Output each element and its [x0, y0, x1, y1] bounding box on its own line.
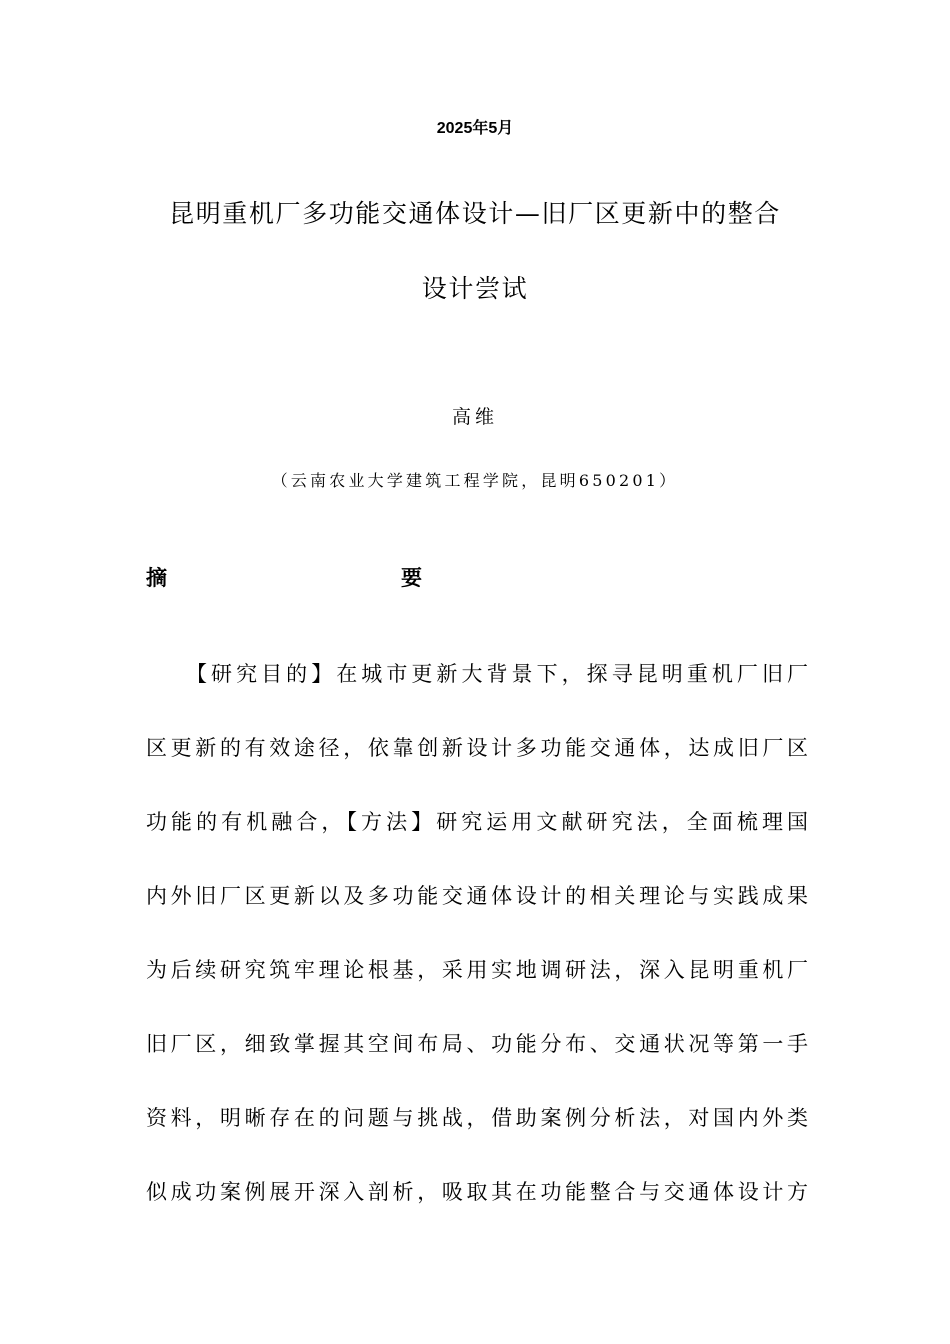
abstract-heading-char-1: 摘	[146, 566, 167, 590]
publication-date: 2025年5月	[436, 120, 514, 137]
abstract-body	[146, 656, 808, 1248]
abstract-heading	[146, 563, 422, 593]
abstract-line: 似成功案例展开深入剖析，吸取其在功能整合与交通体设计方	[146, 1180, 808, 1204]
author-affiliation: （云南农业大学建筑工程学院，昆明650201）	[271, 471, 679, 490]
abstract-line: 为后续研究筑牢理论根基，采用实地调研法，深入昆明重机厂	[146, 958, 808, 982]
abstract-line: 【研究目的】在城市更新大背景下，探寻昆明重机厂旧厂	[186, 662, 808, 686]
abstract-line: 旧厂区，细致掌握其空间布局、功能分布、交通状况等第一手	[146, 1032, 808, 1056]
author-name: 高维	[451, 406, 498, 428]
abstract-line: 资料，明晰存在的问题与挑战，借助案例分析法，对国内外类	[146, 1106, 808, 1130]
title-line-1: 昆明重机厂多功能交通体设计—旧厂区更新中的整合	[169, 199, 781, 228]
abstract-line: 内外旧厂区更新以及多功能交通体设计的相关理论与实践成果	[146, 884, 808, 908]
abstract-heading-char-2: 要	[401, 566, 422, 590]
title-line-2: 设计尝试	[421, 274, 529, 303]
abstract-line: 区更新的有效途径，依靠创新设计多功能交通体，达成旧厂区	[146, 736, 808, 760]
abstract-line: 功能的有机融合，【方法】研究运用文献研究法，全面梳理国	[146, 810, 808, 834]
